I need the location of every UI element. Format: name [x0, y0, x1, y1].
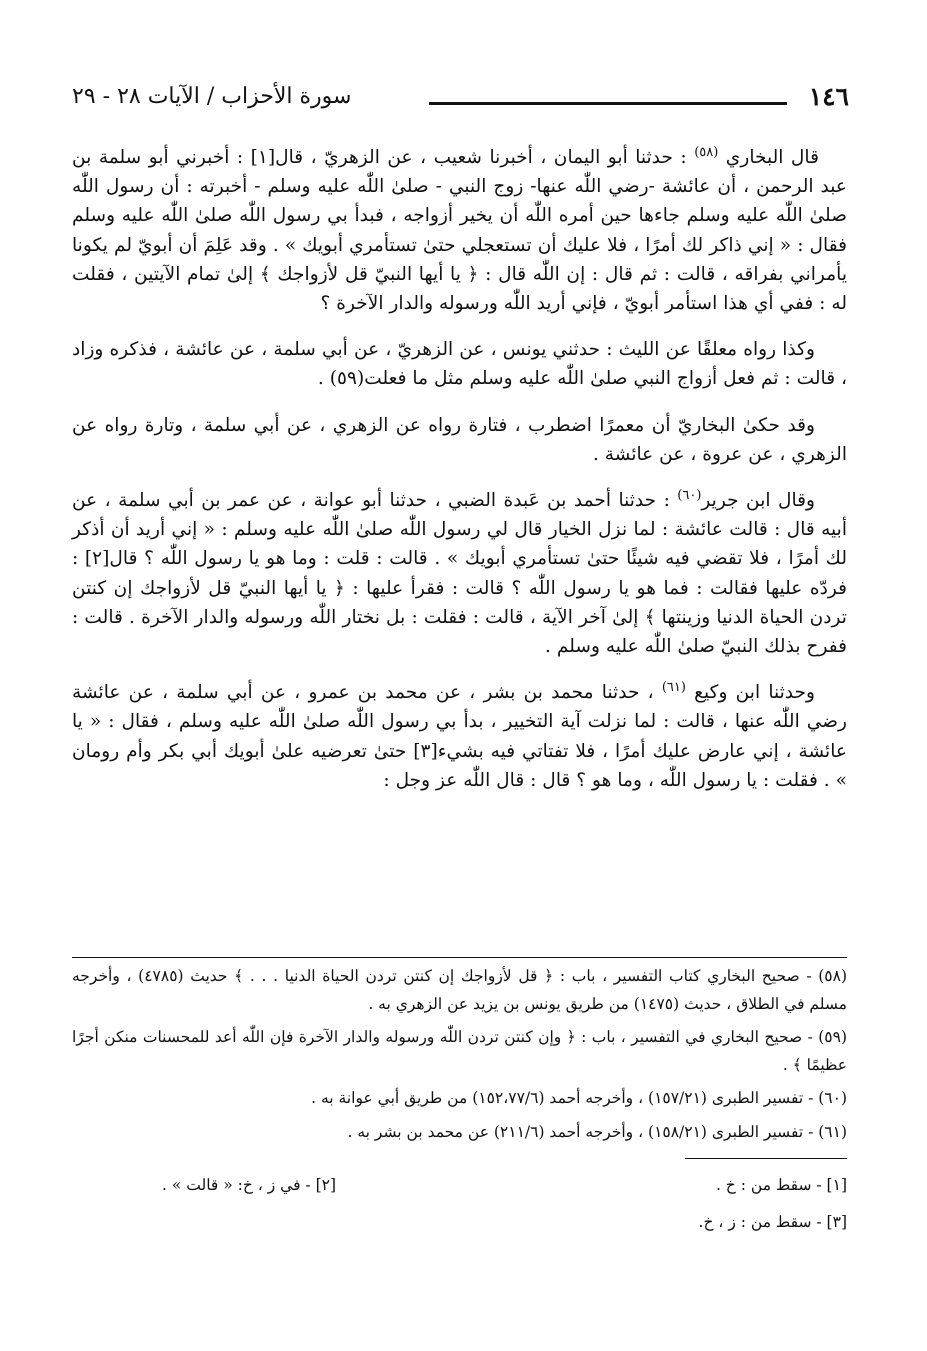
- sub-footnote-rule: [685, 1158, 847, 1159]
- footnote-61: (٦١) - تفسير الطبرى (١٥٨/٢١) ، وأخرجه أحمد (٢١١/٦) عن محمد بن بشر به .: [347, 1123, 847, 1141]
- footnote-60: (٦٠) - تفسير الطبرى (١٥٧/٢١) ، وأخرجه أحمد (١٥٢،٧٧/٦) من طريق أبي عوانة به .: [311, 1089, 847, 1107]
- page-number: ١٤٦: [808, 82, 849, 111]
- paragraph-bukhari: قال البخاري $^{(٥٨)}$ : حدثنا أبو اليمان ، أخبرنا شعيب ، عن الزهريّ ، قال[١] : أخبرني أبو سلمة بن عبد الرحمن ، أن عائشة -رضي اللّٰه عنها- زوج النبي - صلىٰ اللّٰه عليه وسلم - أخبرته : أن رسول اللّٰه صلىٰ اللّٰه عليه وسلم جاءها حين أمره اللّٰه أن يخير أزواجه ، فبدأ بي رسول اللّٰه صلىٰ اللّٰه عليه وسلم فقال : « إني ذاكر لك أمرًا ، فلا عليك أن تستعجلي حتىٰ تستأمري أبويك » . وقد عَلِمَ أن أبويّ لم يكونا يأمراني بفراقه ، قالت : ثم قال : إن اللّٰه قال : ﴿ يا أيها النبيّ قل لأزواجك ﴾ إلىٰ تمام الآيتين ، فقلت له : ففي أي هذا استأمر أبويّ ، فإني أريد اللّٰه ورسوله والدار الآخرة ؟: [72, 144, 847, 315]
- footnote-58: (٥٨) - صحيح البخاري كتاب التفسير ، باب : ﴿ قل لأزواجك إن كنتن تردن الحياة الدنيا . . . ﴾ حديث (٤٧٨٥) ، وأخرجه مسلم في الطلاق ، حديث (١٤٧٥) من طريق يونس بن يزيد عن الزهري به .: [72, 967, 847, 1013]
- paragraph-ibn-wakee: وحدثنا ابن وكيع $^{(٦١)}$ ، حدثنا محمد بن بشر ، عن محمد بن عمرو ، عن أبي سلمة ، عن عائشة رضي اللّٰه عنها ، قالت : لما نزلت آية التخيير ، بدأ بي رسول اللّٰه صلىٰ اللّٰه عليه وسلم ، فقال : « يا عائشة ، إني عارض عليك أمرًا ، فلا تفتاتي فيه بشيء[٣] حتىٰ تعرضيه علىٰ أبويك أبي بكر وأم رومان » . فقلت : يا رسول اللّٰه ، وما هو ؟ قال : قال اللّٰه عز وجل :: [72, 680, 847, 791]
- textual-note-2: [٢] - في ز ، خ: « قالت » .: [162, 1176, 337, 1194]
- paragraph-layth: وكذا رواه معلقًا عن الليث : حدثني يونس ، عن الزهريّ ، عن أبي سلمة ، عن عائشة ، فذكره وزاد ، قالت : ثم فعل أزواج النبي صلىٰ اللّٰه عليه وسلم مثل ما فعلت(٥٩) .: [72, 339, 847, 390]
- page-header: [72, 74, 849, 114]
- header-rule: [429, 102, 787, 105]
- running-title: سورة الأحزاب / الآيات ٢٨ - ٢٩: [72, 84, 352, 109]
- textual-note-1: [١] - سقط من : خ .: [715, 1176, 847, 1194]
- paragraph-ibn-jarir: وقال ابن جرير$^{(٦٠)}$ : حدثنا أحمد بن عَبدة الضبي ، حدثنا أبو عوانة ، عن عمر بن أبي سلمة ، عن أبيه قال : قالت عائشة : لما نزل الخيار قال لي رسول اللّٰه صلىٰ اللّٰه عليه وسلم : « إني أريد أن أذكر لك أمرًا ، فلا تقضي فيه شيئًا حتىٰ تستأمري أبويك » . قالت : قلت : وما هو يا رسول اللّٰه ؟ قال[٢] : فردّه عليها فقالت : فما هو يا رسول اللّٰه ؟ قالت : فقرأ عليها : ﴿ يا أيها النبيّ قل لأزواجك إن كنتن تردن الحياة الدنيا وزينتها ﴾ إلىٰ آخر الآية ، قالت : فقلت : بل نختار اللّٰه ورسوله والدار الآخرة . قالت : ففرح بذلك النبيّ صلىٰ اللّٰه عليه وسلم .: [72, 487, 847, 658]
- main-text: [72, 143, 847, 812]
- footnote-59: (٥٩) - صحيح البخاري في التفسير ، باب : ﴿ وإن كنتن تردن اللّٰه ورسوله والدار الآخرة فإن اللّٰه أعد للمحسنات منكن أجرًا عظيمًا ﴾ .: [72, 1028, 847, 1074]
- textual-note-3: [٣] - سقط من : ز ، خ.: [698, 1213, 847, 1231]
- footnotes: [72, 957, 847, 1241]
- paragraph-mamar: وقد حكىٰ البخاريّ أن معمرًا اضطرب ، فتارة رواه عن الزهري ، عن أبي سلمة ، وتارة رواه عن الزهري ، عن عروة ، عن عائشة .: [72, 414, 847, 465]
- textual-notes: [72, 1171, 847, 1241]
